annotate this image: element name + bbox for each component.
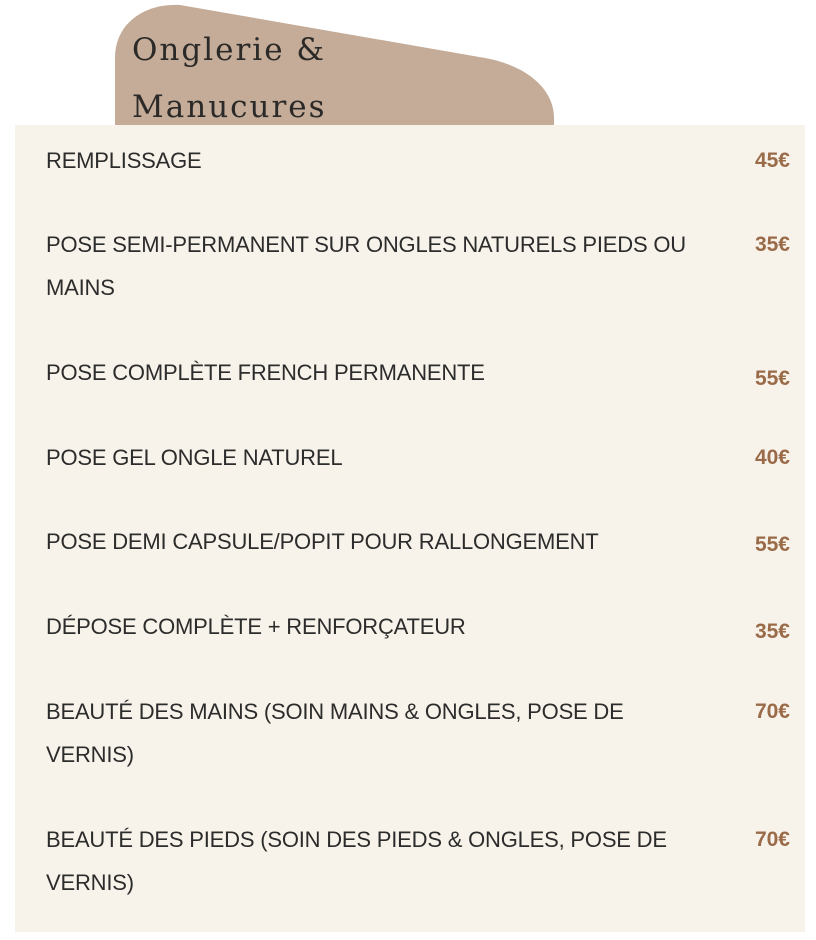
service-label: DÉPOSE COMPLÈTE + RENFORÇATEUR <box>46 614 466 639</box>
service-price: 45€ <box>754 149 790 172</box>
service-label: REMPLISSAGE <box>46 148 202 173</box>
service-price: 70€ <box>754 828 790 851</box>
service-price: 35€ <box>754 620 790 643</box>
service-label: POSE DEMI CAPSULE/POPIT POUR RALLONGEMENT <box>46 529 599 554</box>
price-list <box>15 125 805 932</box>
service-label: POSE GEL ONGLE NATUREL <box>46 445 343 470</box>
service-label: POSE COMPLÈTE FRENCH PERMANENTE <box>46 360 485 385</box>
service-price: 35€ <box>754 233 790 256</box>
service-price: 55€ <box>754 367 790 390</box>
service-price: 40€ <box>754 446 790 469</box>
category-title <box>132 22 327 136</box>
category-title-line2: Manucures <box>132 89 327 125</box>
service-price: 55€ <box>754 533 790 556</box>
service-label: BEAUTÉ DES PIEDS (SOIN DES PIEDS & ONGLES, POSE DE VERNIS) <box>46 827 667 895</box>
service-label: BEAUTÉ DES MAINS (SOIN MAINS & ONGLES, POSE DE VERNIS) <box>46 699 624 767</box>
service-price: 70€ <box>754 700 790 723</box>
service-label: POSE SEMI-PERMANENT SUR ONGLES NATURELS PIEDS OU MAINS <box>46 232 686 300</box>
category-title-line1: Onglerie & <box>132 32 327 68</box>
